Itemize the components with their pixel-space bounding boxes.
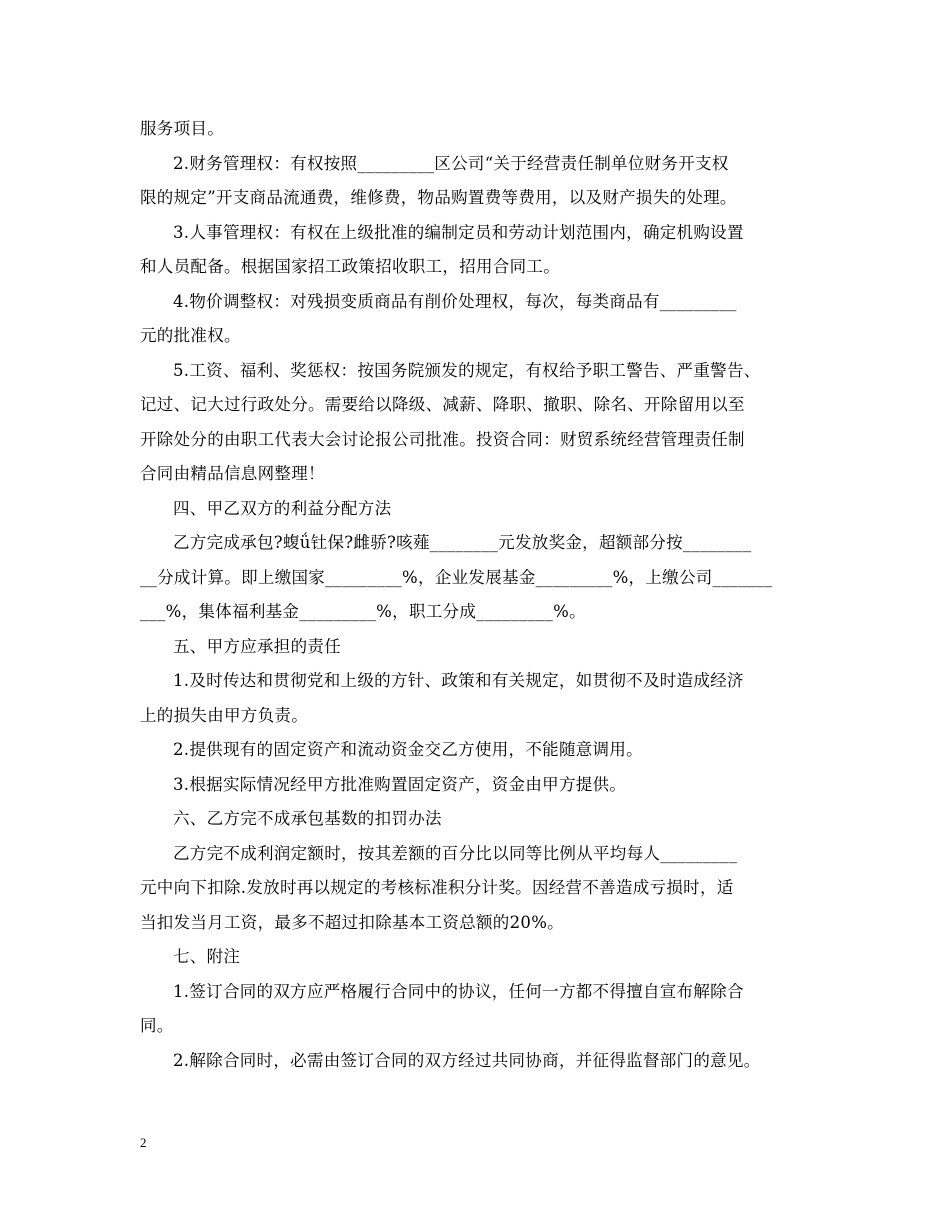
text-line: 合同由精品信息网整理！ — [140, 464, 325, 483]
text-line: 当扣发当月工资，最多不超过扣除基本工资总额的20%。 — [140, 912, 564, 932]
text-line: 1.签订合同的双方应严格履行合同中的协议，任何一方都不得擅自宣布解除合 — [173, 981, 744, 1001]
text-line: 七、附注 — [173, 947, 241, 966]
text-line: 2.解除合同时，必需由签订合同的双方经过共同协商，并征得监督部门的意见。 — [173, 1050, 761, 1070]
page-number: 2 — [140, 1135, 147, 1150]
text-line: 限的规定”开支商品流通费，维修费，物品购置费等费用，以及财产损失的处理。 — [140, 188, 737, 207]
text-line: 2.提供现有的固定资产和流动资金交乙方使用，不能随意调用。 — [173, 740, 643, 759]
text-line: 5.工资、福利、奖惩权：按国务院颁发的规定，有权给予职工警告、严重警告、 — [173, 360, 761, 380]
document-body — [140, 112, 820, 1078]
text-line: 3.根据实际情况经甲方批准购置固定资产，资金由甲方提供。 — [173, 774, 627, 794]
text-line: 四、甲乙双方的利益分配方法 — [173, 498, 392, 518]
text-line: 4.物价调整权：对残损变质商品有削价处理权，每次，每类商品有_________ — [173, 291, 737, 311]
text-line: 元的批准权。 — [140, 326, 241, 345]
text-line: __分成计算。即上缴国家_________%，企业发展基金_________%，上缴公司_______ — [140, 567, 773, 587]
text-line: 和人员配备。根据国家招工政策招收职工，招用合同工。 — [140, 257, 560, 276]
text-line: 开除处分的由职工代表大会讨论报公司批准。投资合同：财贸系统经营管理责任制 — [140, 429, 745, 449]
text-line: 乙方完不成利润定额时，按其差额的百分比以同等比例从平均每人_________ — [173, 843, 738, 863]
text-line: 上的损失由甲方负责。 — [140, 705, 308, 725]
text-line: 六、乙方完不成承包基数的扣罚办法 — [173, 809, 442, 828]
text-line: 同。 — [140, 1016, 174, 1035]
text-line: ___%，集体福利基金_________%，职工分成_________%。 — [140, 602, 586, 621]
text-line: 五、甲方应承担的责任 — [173, 636, 341, 656]
text-line: 2.财务管理权：有权按照_________区公司“关于经营责任制单位财务开支权 — [173, 153, 729, 173]
text-line: 服务项目。 — [140, 119, 224, 138]
text-line: 乙方完成承包?蝮ǘ钍保?雌骄?咳薤________元发放奖金，超额部分按________ — [173, 533, 752, 552]
text-line: 3.人事管理权：有权在上级批准的编制定员和劳动计划范围内，确定机购设置 — [173, 222, 744, 242]
text-line: 记过、记大过行政处分。需要给以降级、减薪、降职、撤职、除名、开除留用以至 — [140, 395, 745, 414]
text-line: 元中向下扣除.发放时再以规定的考核标准积分计奖。因经营不善造成亏损时，适 — [140, 878, 734, 897]
text-line: 1.及时传达和贯彻党和上级的方针、政策和有关规定，如贯彻不及时造成经济 — [173, 671, 744, 690]
